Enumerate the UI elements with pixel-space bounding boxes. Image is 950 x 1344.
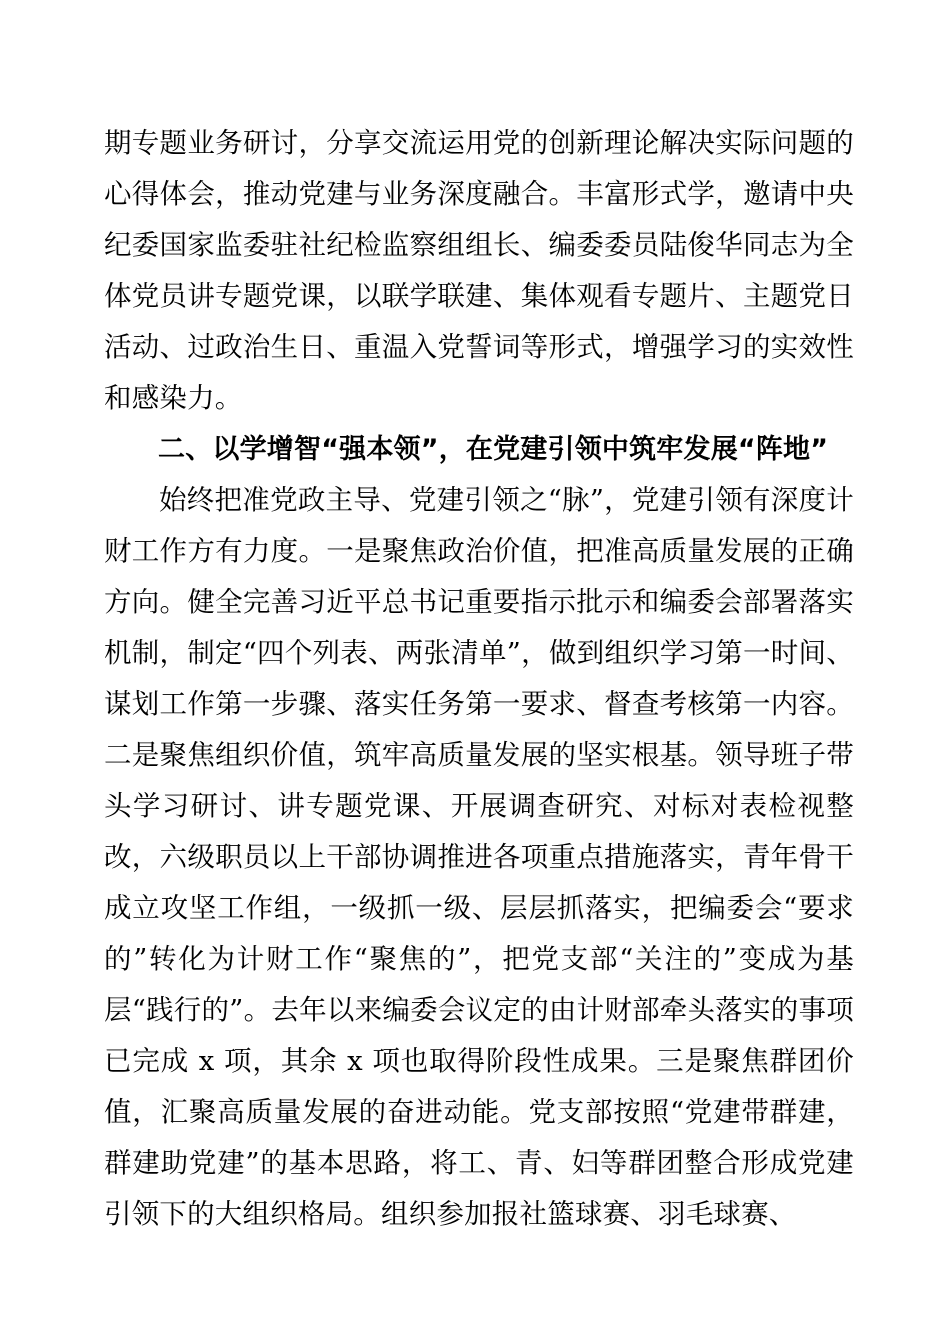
paragraph-continued: 期专题业务研讨，分享交流运用党的创新理论解决实际问题的心得体会，推动党建与业务深度融合。丰富形式学，邀请中央纪委国家监委驻社纪检监察组组长、编委委员陆俊华同志为全体党员讲专题党课，以联学联建、集体观看专题片、主题党日活动、过政治生日、重温入党誓词等形式，增强学习的实效性和感染力。: [104, 127, 854, 414]
paragraph-body-one: 始终把准党政主导、党建引领之“脉”，党建引领有深度计财工作方有力度。一是聚焦政治价值，把准高质量发展的正确方向。健全完善习近平总书记重要指示批示和编委会部署落实机制，制定“四个列表、两张清单”，做到组织学习第一时间、谋划工作第一步骤、落实任务第一要求、督查考核第一内容。二是聚焦组织价值，筑牢高质量发展的坚实根基。领导班子带头学习研讨、讲专题党课、开展调查研究、对标对表检视整改，六级职员以上干部协调推进各项重点措施落实，青年骨干成立攻坚工作组，一级抓一级、层层抓落实，把编委会“要求的”转化为计财工作“聚焦的”，把党支部“关注的”变成为基层“践行的”。去年以来编委会议定的由计财部牵头落实的事项已完成 x 项，其余 x 项也取得阶段性成果。三是聚焦群团价值，汇聚高质量发展的奋进动能。党支部按照“党建带群建，群建助党建”的基本思路，将工、青、妇等群团整合形成党建引领下的大组织格局。组织参加报社篮球赛、羽毛球赛、: [104, 484, 854, 1230]
document-body: [104, 118, 854, 1240]
section-heading-two: 二、以学增智“强本领”，在党建引领中筑牢发展“阵地”: [158, 434, 829, 465]
